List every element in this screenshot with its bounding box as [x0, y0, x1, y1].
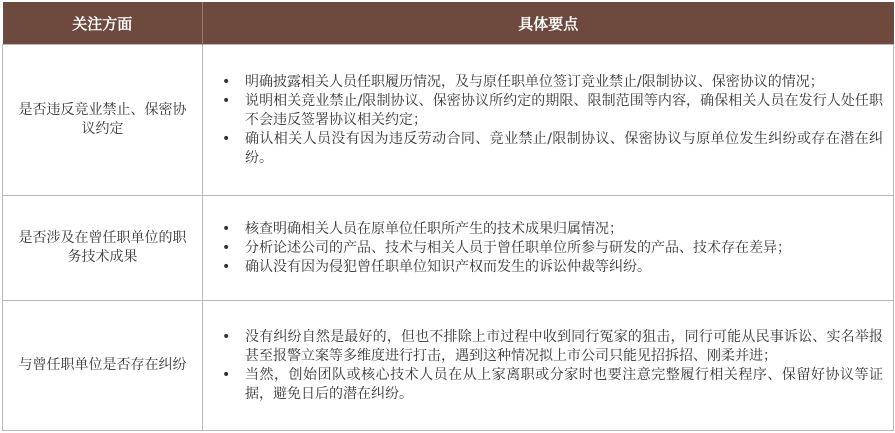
bullet: •	[222, 92, 231, 109]
points-list	[215, 73, 883, 168]
topic-text: 是否涉及在曾任职单位的职务技术成果	[18, 230, 187, 265]
table-row	[3, 196, 894, 301]
topic-cell	[3, 45, 203, 196]
bullet: •	[222, 258, 231, 275]
points-cell	[203, 196, 894, 301]
bullet: •	[222, 130, 231, 147]
bullet: •	[222, 366, 231, 383]
focus-table	[2, 2, 894, 431]
point-text: 说明相关竞业禁止/限制协议、保密协议所约定的期限、限制范围等内容，确保相关人员在发行人处任职不会违反签署协议相关约定；	[245, 92, 883, 128]
list-item	[215, 239, 883, 258]
point-text: 分析论述公司的产品、技术与相关人员于曾任职单位所参与研发的产品、技术存在差异；	[245, 239, 791, 256]
bullet: •	[222, 328, 231, 345]
header-key-points: 具体要点	[203, 2, 894, 45]
list-item	[215, 130, 883, 168]
header-focus-aspect: 关注方面	[3, 2, 203, 45]
table-row	[3, 301, 894, 431]
points-cell	[203, 45, 894, 196]
points-list	[215, 220, 883, 277]
topic-text: 是否违反竞业禁止、保密协议约定	[18, 102, 187, 137]
list-item	[215, 92, 883, 130]
point-text: 核查明确相关人员在原单位任职所产生的技术成果归属情况；	[245, 220, 623, 237]
header-row	[3, 2, 894, 45]
list-item	[215, 220, 883, 239]
points-list	[215, 328, 883, 404]
list-item	[215, 328, 883, 366]
topic-text: 与曾任职单位是否存在纠纷	[18, 357, 187, 373]
bullet: •	[222, 73, 231, 90]
topic-cell	[3, 196, 203, 301]
bullet: •	[222, 220, 231, 237]
list-item	[215, 258, 883, 277]
point-text: 当然，创始团队或核心技术人员在从上家离职或分家时也要注意完整履行相关程序、保留好协议等证据，避免日后的潜在纠纷。	[245, 366, 883, 402]
points-cell	[203, 301, 894, 431]
topic-cell	[3, 301, 203, 431]
list-item	[215, 366, 883, 404]
list-item	[215, 73, 883, 92]
point-text: 明确披露相关人员任职履历情况，及与原任职单位签订竞业禁止/限制协议、保密协议的情况；	[245, 73, 824, 90]
table-row	[3, 45, 894, 196]
bullet: •	[222, 239, 231, 256]
point-text: 确认相关人员没有因为违反劳动合同、竞业禁止/限制协议、保密协议与原单位发生纠纷或存在潜在纠纷。	[245, 130, 883, 166]
point-text: 没有纠纷自然是最好的，但也不排除上市过程中收到同行冤家的狙击，同行可能从民事诉讼、实名举报甚至报警立案等多维度进行打击，遇到这种情况拟上市公司只能见招拆招、刚柔并进；	[245, 328, 883, 364]
point-text: 确认没有因为侵犯曾任职单位知识产权而发生的诉讼仲裁等纠纷。	[245, 258, 651, 275]
